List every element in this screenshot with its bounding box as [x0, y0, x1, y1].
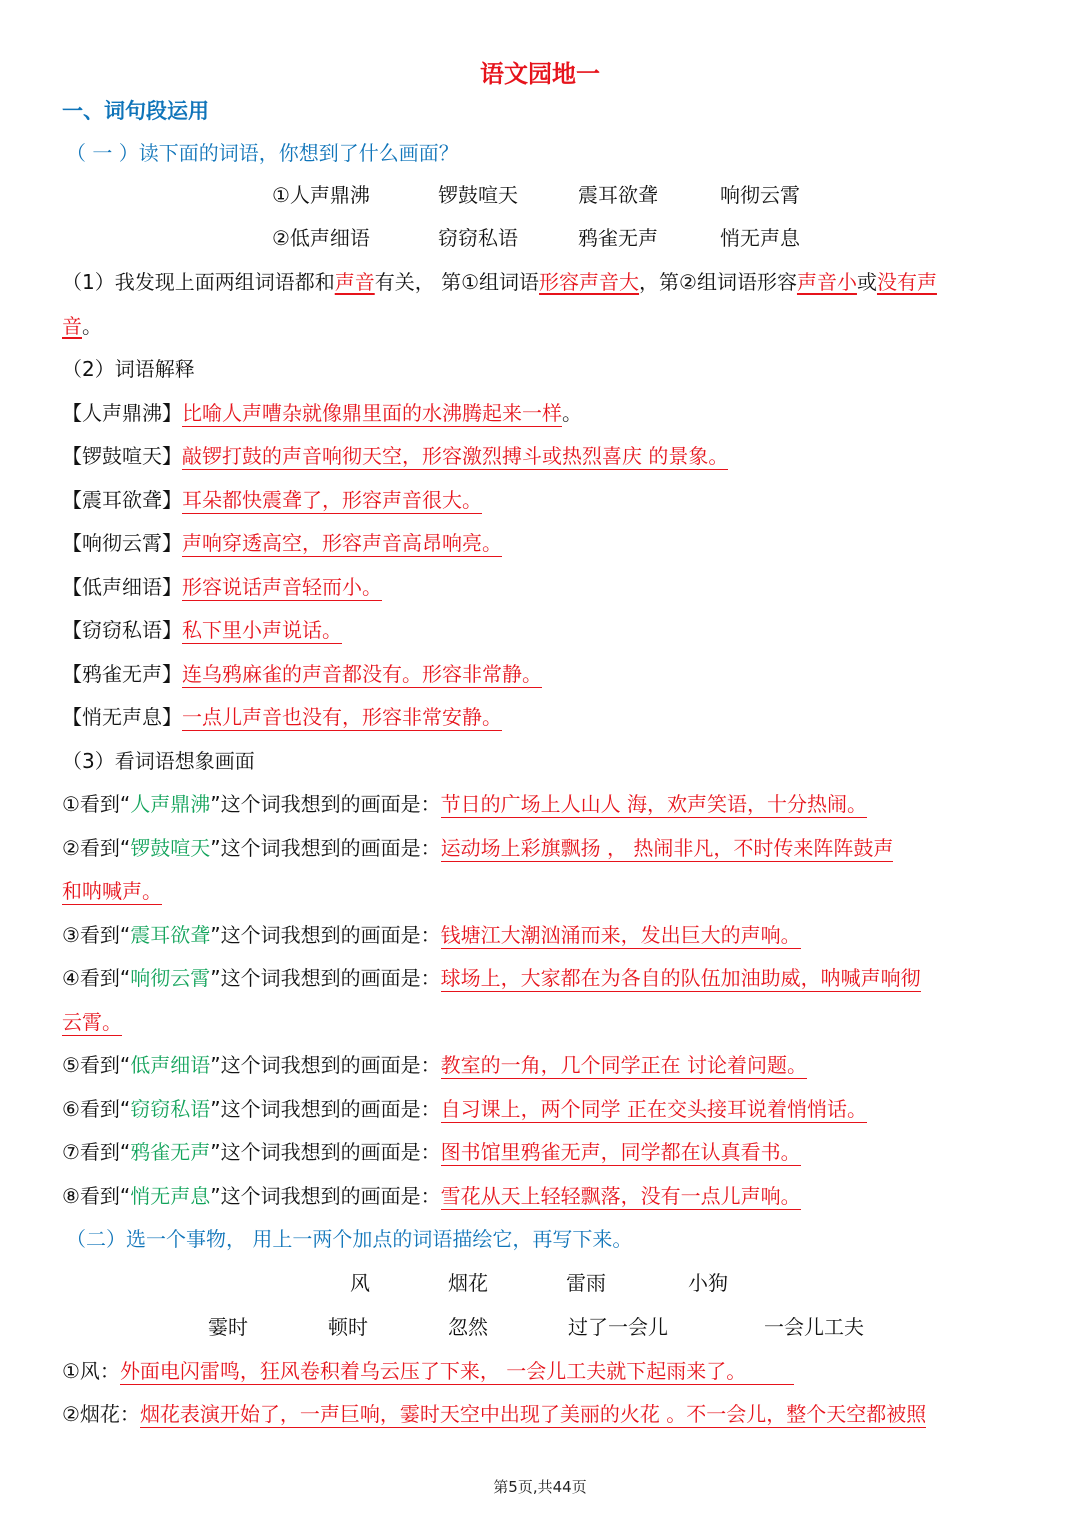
definition-meaning: 连乌鸦麻雀的声音都没有。形容非常静。	[182, 662, 542, 686]
answer-text: 外面电闪雷鸣，狂风卷积着乌云压了下来， 一会儿工夫就下起雨来了。	[120, 1358, 794, 1385]
answer-label: ①风：	[62, 1359, 120, 1383]
definition-word: 【鸦雀无声】	[62, 662, 182, 686]
dotted-word: 顿时	[328, 1315, 368, 1339]
definition-row	[62, 616, 1018, 644]
scene-word: 低声细语	[130, 1053, 211, 1077]
dotted-word: 过了一会儿	[568, 1315, 668, 1339]
section-heading: 一、词句段运用	[62, 99, 209, 123]
dotted-word: 霎时	[208, 1315, 248, 1339]
scene-answer: 云霄。	[62, 1010, 122, 1034]
scene-word: 悄无声息	[130, 1184, 211, 1208]
question-1	[62, 268, 1018, 296]
answer-label: ②烟花：	[62, 1402, 140, 1426]
definition-row	[62, 703, 1018, 731]
scene-word: 窃窃私语	[130, 1097, 211, 1121]
thing-item: 风	[350, 1271, 370, 1295]
definition-word: 【响彻云霄】	[62, 531, 182, 555]
dotted-word: 忽然	[448, 1315, 488, 1339]
definition-row	[62, 486, 1018, 514]
scene-answer: 教室的一角，几个同学正在 讨论着问题。	[440, 1053, 808, 1077]
q1-text: 或	[856, 270, 877, 294]
definition-meaning: 一点儿声音也没有，形容非常安静。	[182, 705, 502, 729]
q1-text: （1）我发现上面两组词语都和	[62, 270, 335, 294]
scene-text: ”这个词我想到的画面是：	[210, 836, 441, 860]
scene-text: ④看到“	[62, 966, 131, 990]
q1-answer: 声音	[334, 270, 375, 294]
scene-answer: 节日的广场上人山人 海，欢声笑语，十分热闹。	[440, 792, 868, 816]
word-item: 锣鼓喧天	[438, 183, 518, 207]
scene-word: 人声鼎沸	[130, 792, 211, 816]
scene-text: ”这个词我想到的画面是：	[210, 1097, 441, 1121]
page-number: 第5页,共44页	[493, 1478, 587, 1496]
word-item: 响彻云霄	[720, 183, 800, 207]
definition-word: 【悄无声息】	[62, 705, 182, 729]
scene-row-cont	[62, 877, 1018, 905]
scene-row	[62, 1182, 1018, 1210]
definition-meaning: 敲锣打鼓的声音响彻天空，形容激烈搏斗或热烈喜庆 的景象。	[182, 444, 729, 468]
scene-text: ⑦看到“	[62, 1140, 131, 1164]
q1-text: 。	[82, 314, 102, 338]
scene-text: ”这个词我想到的画面是：	[210, 966, 441, 990]
definition-meaning: 私下里小声说话。	[182, 618, 342, 642]
scene-text: ②看到“	[62, 836, 131, 860]
answer-text: 烟花表演开始了，一声巨响，霎时天空中出现了美丽的火花 。不一会儿，整个天空都被照	[139, 1402, 927, 1426]
q1-text: ，第②组词语形容	[639, 270, 797, 294]
thing-item: 小狗	[688, 1271, 728, 1295]
scene-row	[62, 964, 1018, 992]
page-title: 语文园地一	[480, 60, 600, 88]
scene-text: ①看到“	[62, 792, 131, 816]
word-item: 鸦雀无声	[578, 226, 658, 250]
definition-row	[62, 399, 1018, 427]
scene-row	[62, 834, 1018, 862]
scene-answer: 球场上，大家都在为各自的队伍加油助威，呐喊声响彻	[440, 966, 921, 990]
question-1-cont	[62, 312, 1018, 340]
definition-row	[62, 442, 1018, 470]
scene-text: ③看到“	[62, 923, 131, 947]
thing-item: 烟花	[448, 1271, 488, 1295]
scene-text: ”这个词我想到的画面是：	[210, 792, 441, 816]
definition-meaning: 比喻人声嘈杂就像鼎里面的水沸腾起来一样	[182, 401, 562, 425]
definition-word: 【震耳欲聋】	[62, 488, 182, 512]
scene-text: ⑥看到“	[62, 1097, 131, 1121]
scene-row	[62, 921, 1018, 949]
scene-answer: 雪花从天上轻轻飘落，没有一点儿声响。	[440, 1184, 801, 1208]
part2-answer-2	[62, 1400, 1018, 1428]
word-item: 震耳欲聋	[578, 183, 658, 207]
definition-tail: 。	[562, 401, 582, 425]
word-item: 悄无声息	[720, 226, 800, 250]
q1-answer: 声音小	[796, 270, 857, 294]
definition-meaning: 形容说话声音轻而小。	[182, 575, 382, 599]
part1-prompt: （ 一 ）读下面的词语，你想到了什么画面？	[66, 141, 459, 165]
scene-answer: 和呐喊声。	[62, 879, 162, 903]
q1-answer: 音	[62, 314, 82, 338]
scene-answer: 运动场上彩旗飘扬 ， 热闹非凡，不时传来阵阵鼓声	[440, 836, 894, 860]
scene-row	[62, 1138, 1018, 1166]
dotted-word: 一会儿工夫	[764, 1315, 864, 1339]
definition-row	[62, 660, 1018, 688]
question-3-label: （3）看词语想象画面	[62, 749, 255, 773]
definition-word: 【锣鼓喧天】	[62, 444, 182, 468]
scene-word: 震耳欲聋	[130, 923, 211, 947]
definition-word: 【人声鼎沸】	[62, 401, 182, 425]
q1-answer: 形容声音大	[539, 270, 640, 294]
definition-row	[62, 529, 1018, 557]
word-item: 窃窃私语	[438, 226, 518, 250]
scene-text: ⑧看到“	[62, 1184, 131, 1208]
q1-text: 有关， 第①组词语	[374, 270, 540, 294]
scene-text: ”这个词我想到的画面是：	[210, 1053, 441, 1077]
word-item: ①人声鼎沸	[272, 183, 370, 207]
definition-word: 【窃窃私语】	[62, 618, 182, 642]
definition-meaning: 耳朵都快震聋了，形容声音很大。	[182, 488, 482, 512]
scene-text: ”这个词我想到的画面是：	[210, 1184, 441, 1208]
definition-word: 【低声细语】	[62, 575, 182, 599]
scene-row-cont	[62, 1008, 1018, 1036]
scene-word: 鸦雀无声	[130, 1140, 211, 1164]
question-2-label: （2）词语解释	[62, 357, 195, 381]
scene-row	[62, 1095, 1018, 1123]
thing-item: 雷雨	[566, 1271, 606, 1295]
scene-answer: 图书馆里鸦雀无声，同学都在认真看书。	[440, 1140, 801, 1164]
q1-answer: 没有声	[876, 270, 937, 294]
scene-text: ”这个词我想到的画面是：	[210, 923, 441, 947]
scene-row	[62, 790, 1018, 818]
part2-prompt: （二）选一个事物， 用上一两个加点的词语描绘它，再写下来。	[66, 1227, 633, 1251]
scene-answer: 自习课上，两个同学 正在交头接耳说着悄悄话。	[440, 1097, 868, 1121]
scene-row	[62, 1051, 1018, 1079]
scene-word: 锣鼓喧天	[130, 836, 211, 860]
definition-row	[62, 573, 1018, 601]
scene-word: 响彻云霄	[130, 966, 211, 990]
word-item: ②低声细语	[272, 226, 370, 250]
scene-text: ⑤看到“	[62, 1053, 131, 1077]
scene-answer: 钱塘江大潮汹涌而来，发出巨大的声响。	[440, 923, 801, 947]
scene-text: ”这个词我想到的画面是：	[210, 1140, 441, 1164]
part2-answer-1	[62, 1357, 1018, 1385]
definition-meaning: 声响穿透高空，形容声音高昂响亮。	[182, 531, 502, 555]
